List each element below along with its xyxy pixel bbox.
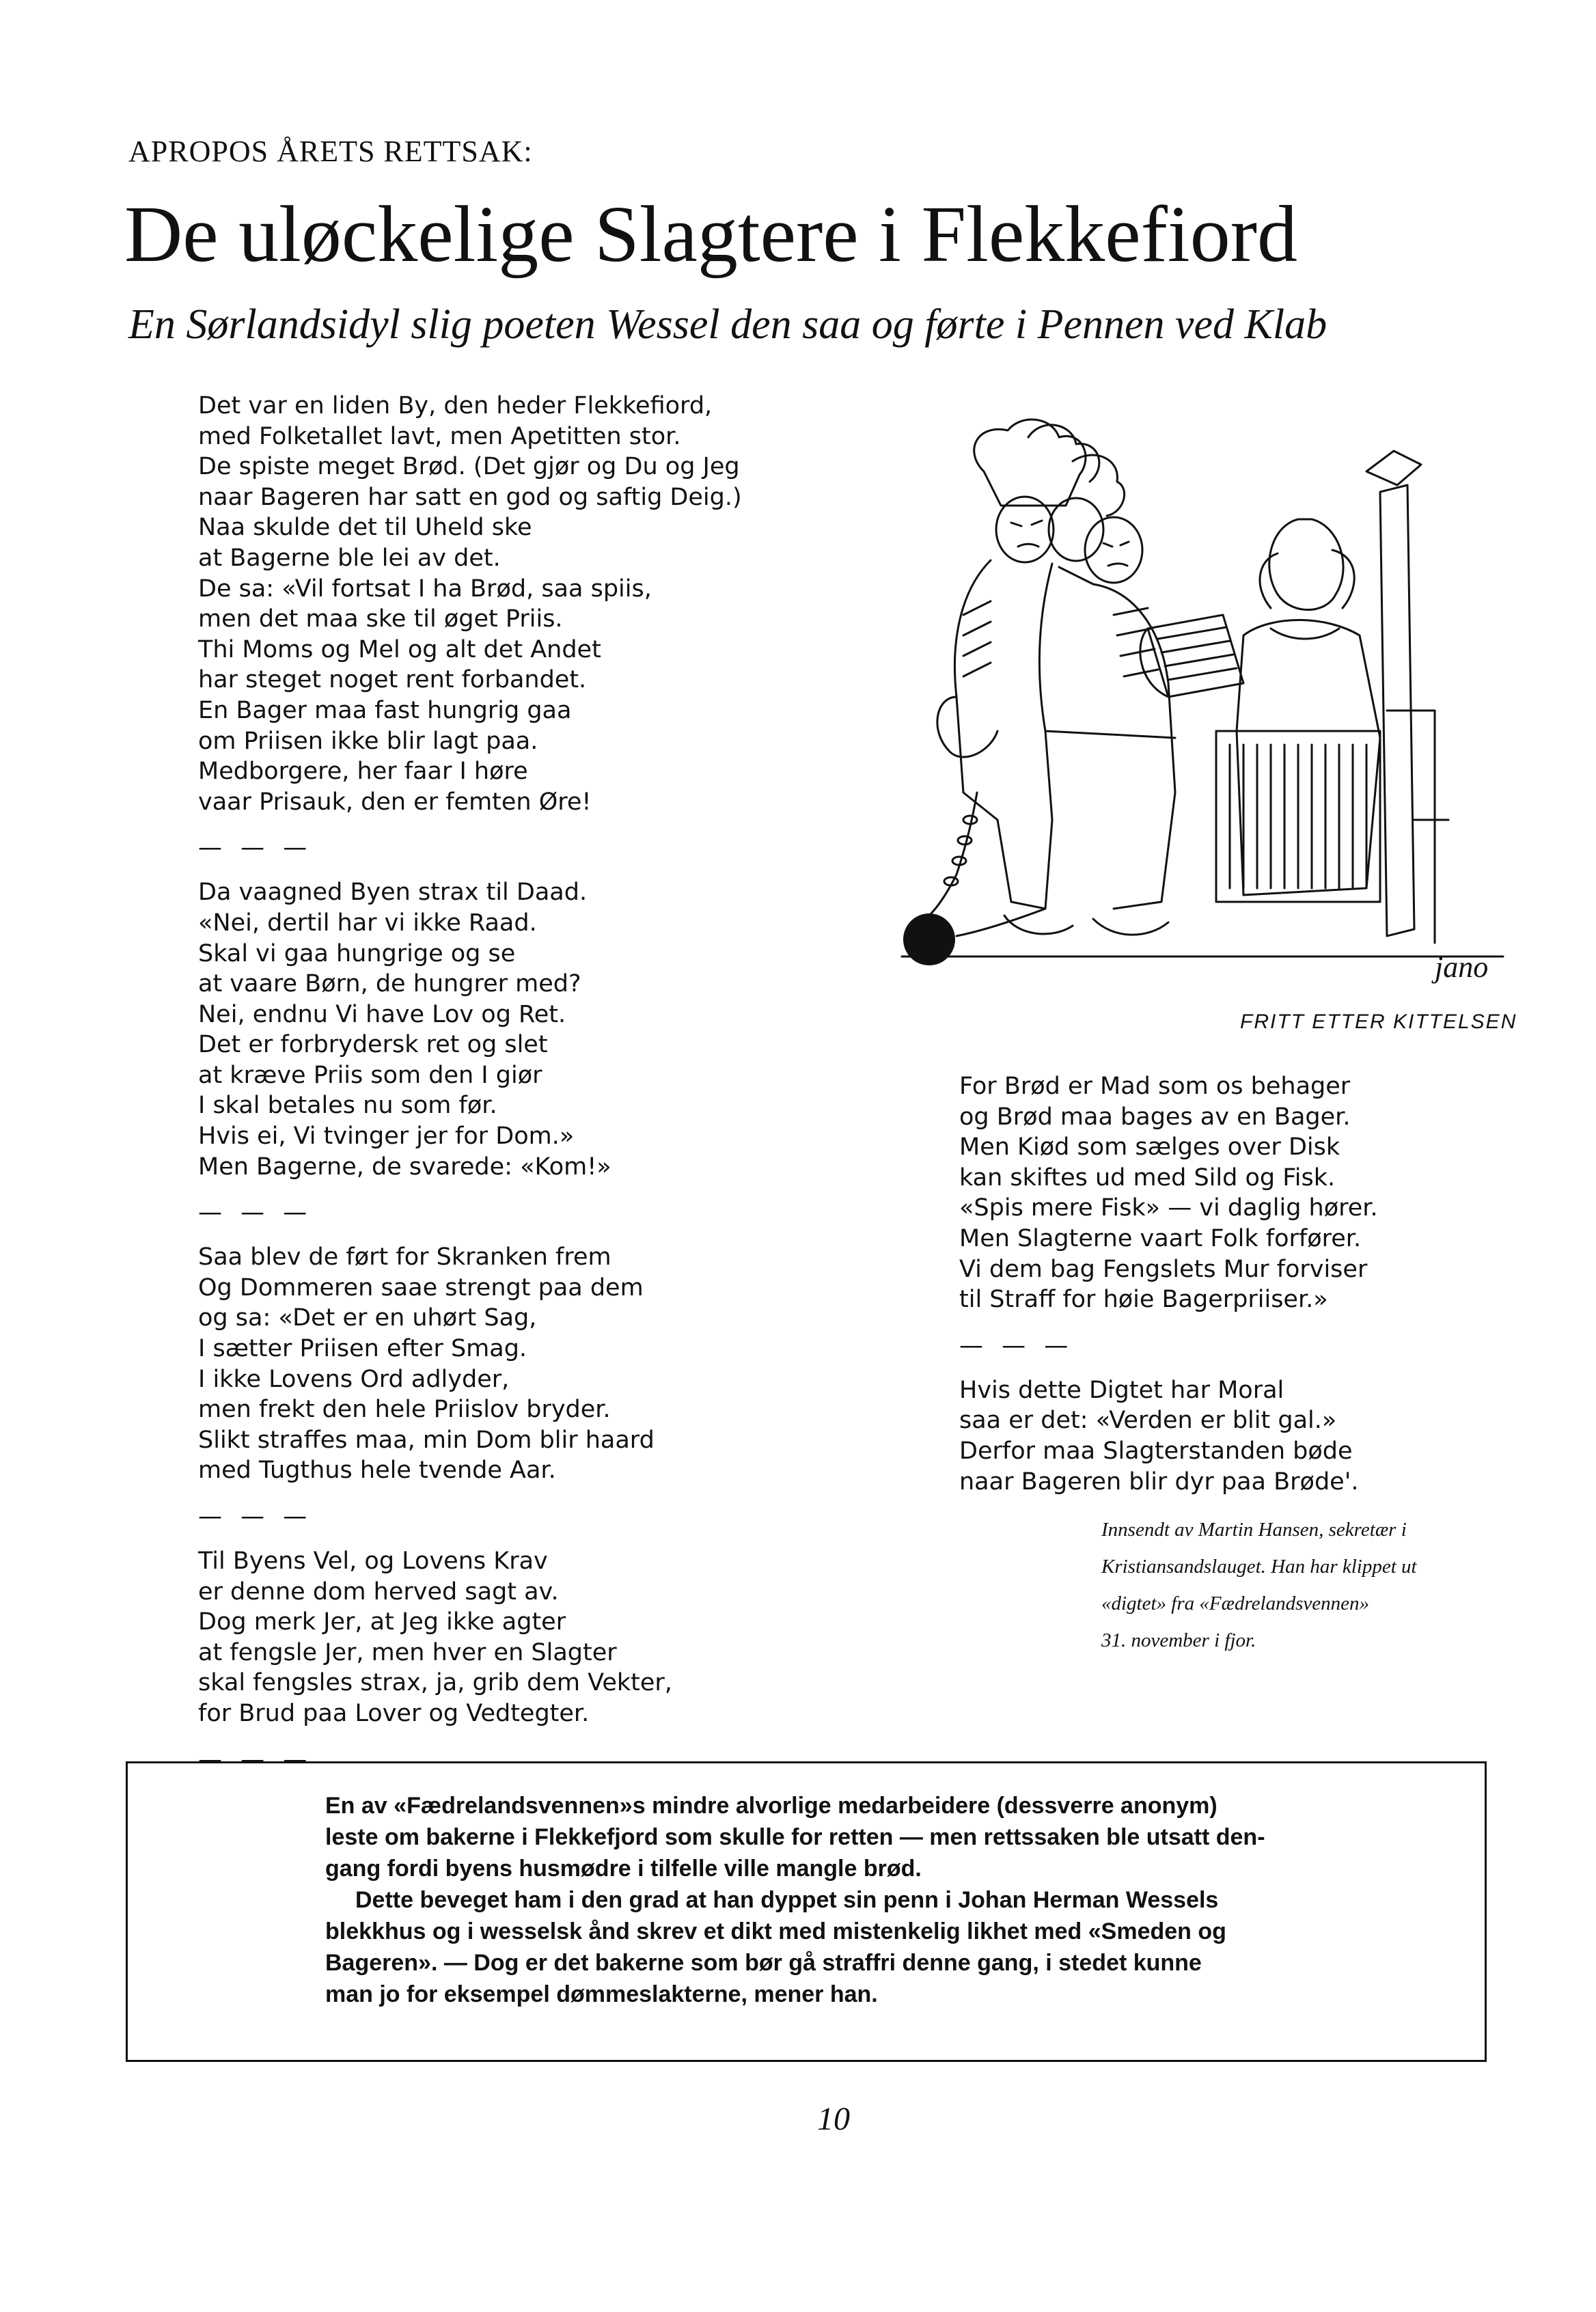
- illustration-credit: FRITT ETTER KITTELSEN: [1240, 1010, 1517, 1033]
- stanza-separator: — — —: [198, 1746, 313, 1774]
- box-line: leste om bakerne i Flekkefjord som skulle for retten — men rettssaken ble utsatt den-: [325, 1824, 1265, 1850]
- poem-line: Skal vi gaa hungrige og se: [198, 939, 516, 967]
- poem-line: Til Byens Vel, og Lovens Krav: [198, 1547, 548, 1575]
- note-line: Kristiansandslauget. Han har klippet ut: [1101, 1556, 1417, 1578]
- poem-line: Det er forbrydersk ret og slet: [198, 1031, 548, 1059]
- poem-line: Slikt straffes maa, min Dom blir haard: [198, 1426, 655, 1454]
- poem-line: «Nei, dertil har vi ikke Raad.: [198, 909, 537, 937]
- stanza-5: [959, 1071, 1478, 1315]
- poem-line: Derfor maa Slagterstanden bøde: [959, 1437, 1353, 1465]
- poem-line: har steget noget rent forbandet.: [198, 666, 587, 694]
- poem-left-column: [198, 391, 916, 1789]
- article-title: De uløckelige Slagtere i Flekkefiord: [124, 189, 1297, 279]
- poem-line: I ikke Lovens Ord adlyder,: [198, 1365, 510, 1393]
- note-line: 31. november i fjor.: [1101, 1629, 1256, 1651]
- kicker: APROPOS ÅRETS RETTSAK:: [128, 135, 533, 168]
- editorial-box-text: [325, 1790, 1350, 2010]
- box-line: gang fordi byens husmødre i tilfelle ville mangle brød.: [325, 1856, 922, 1882]
- stanza-3: [198, 1242, 916, 1486]
- note-line: Innsendt av Martin Hansen, sekretær i: [1101, 1519, 1407, 1541]
- poem-line: og Brød maa bages av en Bager.: [959, 1103, 1351, 1131]
- poem-line: om Priisen ikke blir lagt paa.: [198, 727, 538, 755]
- poem-line: skal fengsles strax, ja, grib dem Vekter,: [198, 1669, 672, 1697]
- stanza-separator: — — —: [198, 1503, 313, 1530]
- poem-line: kan skiftes ud med Sild og Fisk.: [959, 1164, 1336, 1192]
- poem-line: De sa: «Vil fortsat I ha Brød, saa spiis,: [198, 575, 652, 603]
- poem-line: Medborgere, her faar I høre: [198, 758, 528, 786]
- poem-line: Dog merk Jer, at Jeg ikke agter: [198, 1608, 566, 1636]
- page-number: 10: [817, 2101, 850, 2137]
- stanza-separator: — — —: [198, 1199, 313, 1227]
- poem-line: og sa: «Det er en uhørt Sag,: [198, 1304, 537, 1332]
- poem-right-column: [959, 1071, 1478, 1513]
- ball-and-chain-icon: [903, 913, 955, 965]
- poem-line: Hvis ei, Vi tvinger jer for Dom.»: [198, 1123, 575, 1151]
- poem-line: naar Bageren blir dyr paa Brøde'.: [959, 1468, 1359, 1496]
- poem-line: En Bager maa fast hungrig gaa: [198, 696, 572, 724]
- stanza-2: [198, 877, 916, 1182]
- poem-line: I sætter Priisen efter Smag.: [198, 1335, 527, 1363]
- poem-line: naar Bageren har satt en god og saftig Deig.): [198, 483, 742, 511]
- poem-line: I skal betales nu som før.: [198, 1092, 497, 1120]
- poem-line: For Brød er Mad som os behager: [959, 1073, 1351, 1100]
- poem-line: De spiste meget Brød. (Det gjør og Du og Jeg: [198, 453, 740, 481]
- poem-line: med Folketallet lavt, men Apetitten stor.: [198, 422, 681, 450]
- poem-line: men det maa ske til øget Priis.: [198, 605, 563, 633]
- poem-line: er denne dom herved sagt av.: [198, 1578, 559, 1606]
- box-line: Dette beveget ham i den grad at han dyppet sin penn i Johan Herman Wessels: [355, 1887, 1219, 1913]
- stanza-6: [959, 1375, 1478, 1497]
- poem-line: Hvis dette Digtet har Moral: [959, 1376, 1284, 1404]
- poem-line: vaar Prisauk, den er femten Øre!: [198, 788, 592, 816]
- poem-line: men frekt den hele Priislov bryder.: [198, 1396, 611, 1424]
- poem-line: for Brud paa Lover og Vedtegter.: [198, 1699, 590, 1727]
- poem-line: Saa blev de ført for Skranken frem: [198, 1243, 611, 1271]
- poem-line: at Bagerne ble lei av det.: [198, 544, 501, 572]
- poem-line: saa er det: «Verden er blit gal.»: [959, 1407, 1337, 1435]
- poem-line: med Tugthus hele tvende Aar.: [198, 1457, 556, 1485]
- stanza-4: [198, 1546, 916, 1729]
- note-line: «digtet» fra «Fædrelandsvennen»: [1101, 1593, 1369, 1614]
- poem-line: «Spis mere Fisk» — vi daglig hører.: [959, 1194, 1378, 1222]
- poem-line: at fengsle Jer, men hver en Slagter: [198, 1638, 617, 1666]
- box-line: man jo for eksempel dømmeslakterne, mener han.: [325, 1981, 878, 2007]
- poem-line: Men Slagterne vaart Folk forfører.: [959, 1224, 1362, 1252]
- poem-line: Thi Moms og Mel og alt det Andet: [198, 635, 601, 663]
- poem-line: at vaare Børn, de hungrer med?: [198, 970, 581, 998]
- submission-note: [1101, 1511, 1552, 1659]
- poem-line: Og Dommeren saae strengt paa dem: [198, 1274, 644, 1302]
- stanza-separator: — — —: [198, 834, 313, 862]
- poem-line: Nei, endnu Vi have Lov og Ret.: [198, 1000, 566, 1028]
- poem-line: Da vaagned Byen strax til Daad.: [198, 879, 588, 907]
- stanza-1: [198, 391, 916, 817]
- box-line: Bageren». — Dog er det bakerne som bør gå straffri denne gang, i stedet kunne: [325, 1950, 1202, 1976]
- poem-line: Men Bagerne, de svarede: «Kom!»: [198, 1153, 611, 1181]
- poem-line: Men Kiød som sælges over Disk: [959, 1133, 1340, 1161]
- box-line: En av «Fædrelandsvennen»s mindre alvorlige medarbeidere (dessverre anonym): [325, 1793, 1217, 1819]
- poem-line: til Straff for høie Bagerpriiser.»: [959, 1286, 1328, 1314]
- poem-line: Naa skulde det til Uheld ske: [198, 514, 532, 542]
- poem-line: Vi dem bag Fengslets Mur forviser: [959, 1255, 1368, 1283]
- stanza-separator: — — —: [959, 1332, 1074, 1360]
- article-subtitle: En Sørlandsidyl slig poeten Wessel den saa og førte i Pennen ved Klab: [128, 301, 1327, 348]
- poem-line: at kræve Priis som den I giør: [198, 1061, 542, 1089]
- box-line: blekkhus og i wesselsk ånd skrev et dikt med mistenkelig likhet med «Smeden og: [325, 1918, 1226, 1944]
- cartoon-illustration: [888, 410, 1530, 1038]
- illustration-signature: jano: [1435, 950, 1489, 984]
- poem-line: Det var en liden By, den heder Flekkefiord,: [198, 392, 713, 419]
